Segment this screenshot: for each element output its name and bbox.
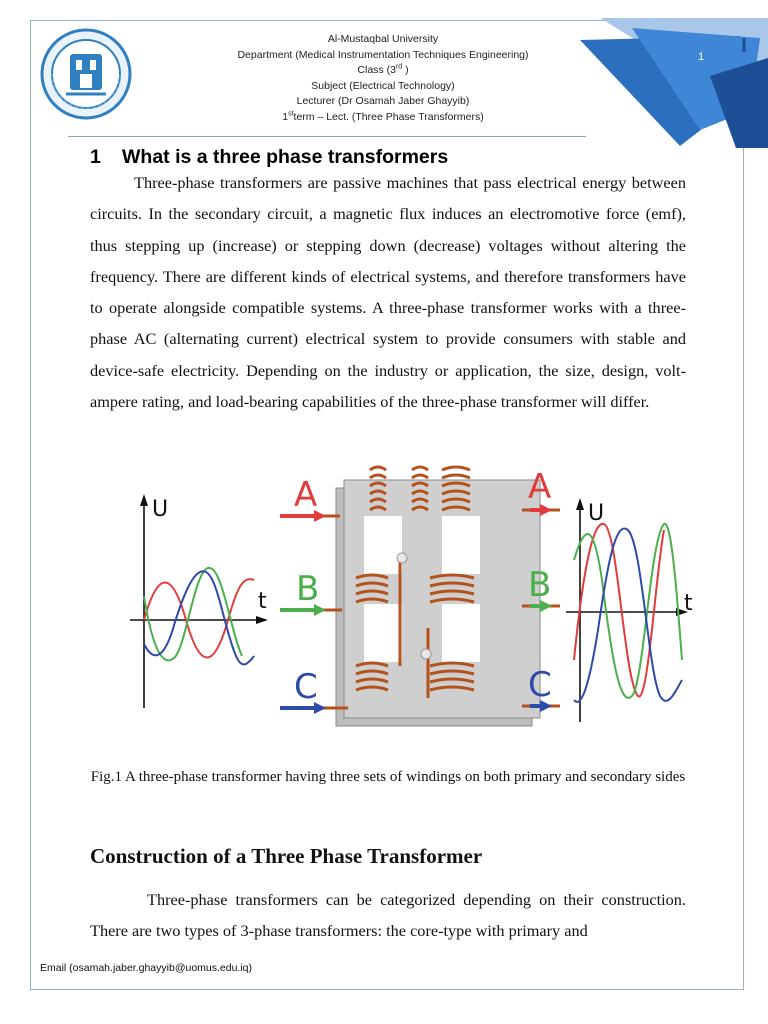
lecturer-line: Lecturer (Dr Osamah Jaber Ghayyib) [296, 95, 470, 108]
input-label-b: B [296, 569, 320, 609]
university-name: Al-Mustaqbal University [327, 33, 439, 45]
term-superscript: st [288, 110, 294, 118]
input-waveform-plot [130, 494, 268, 708]
section-title-text: What is a three phase transformers [122, 146, 449, 168]
section-title [90, 146, 448, 169]
term-prefix: 1 [282, 110, 289, 123]
document-header [150, 32, 616, 126]
left-axis-u-label: U [152, 497, 169, 522]
department-name: Department (Medical Instrumentation Techniques Engineering) [237, 48, 529, 61]
footer-email: Email (osamah.jaber.ghayyib@uomus.edu.iq) [40, 962, 253, 974]
left-axis-t-label: t [258, 589, 267, 614]
input-label-a: A [294, 475, 318, 515]
output-label-a: A [528, 467, 552, 507]
class-line [150, 63, 616, 79]
construction-paragraph: Three-phase transformers can be categorized depending on their construction. There are two types of 3-phase transformers: the core-type with primary and [90, 890, 686, 941]
university-seal-logo [40, 28, 132, 120]
class-prefix: Class (3 [357, 64, 396, 77]
term-line [150, 110, 616, 126]
figure-caption: Fig.1 A three-phase transformer having three sets of windings on both primary and secondary sides [90, 769, 686, 785]
right-axis-u-label: U [588, 501, 605, 526]
subject-line: Subject (Electrical Technology) [311, 79, 455, 92]
header-divider [68, 136, 586, 137]
corner-decoration [560, 18, 768, 148]
section-number: 1 [90, 146, 101, 168]
output-label-b: B [528, 565, 552, 605]
page-number: 1 [697, 51, 705, 63]
input-label-c: C [294, 667, 318, 707]
class-superscript: rd [395, 63, 403, 71]
right-axis-t-label: t [684, 591, 693, 616]
output-label-c: C [528, 665, 552, 705]
output-phase-terminals [528, 467, 552, 712]
input-phase-terminals [280, 475, 326, 714]
output-waveform-plot [566, 498, 693, 722]
class-suffix: ) [402, 64, 409, 77]
intro-paragraph: Three-phase transformers are passive machines that pass electrical energy between circuits. In the secondary circuit, a magnetic flux induces an electromotive force (emf), thus stepping up (increase) or stepping down (decrease) voltages without altering the frequency. There are different kinds of electrical systems, and therefore transformers have to operate alongside compatible systems. A three-phase transformer works with a three-phase AC (alternating current) electrical system to provide consumers with stable and device-safe electricity. Depending on the industry or application, the size, design, volt-ampere rating, and load-bearing capabilities of the three-phase transformer will differ. [90, 173, 686, 412]
term-suffix: term – Lect. (Three Phase Transformers) [293, 110, 484, 123]
construction-heading: Construction of a Three Phase Transformer [90, 844, 483, 868]
three-phase-transformer-figure [130, 460, 700, 730]
